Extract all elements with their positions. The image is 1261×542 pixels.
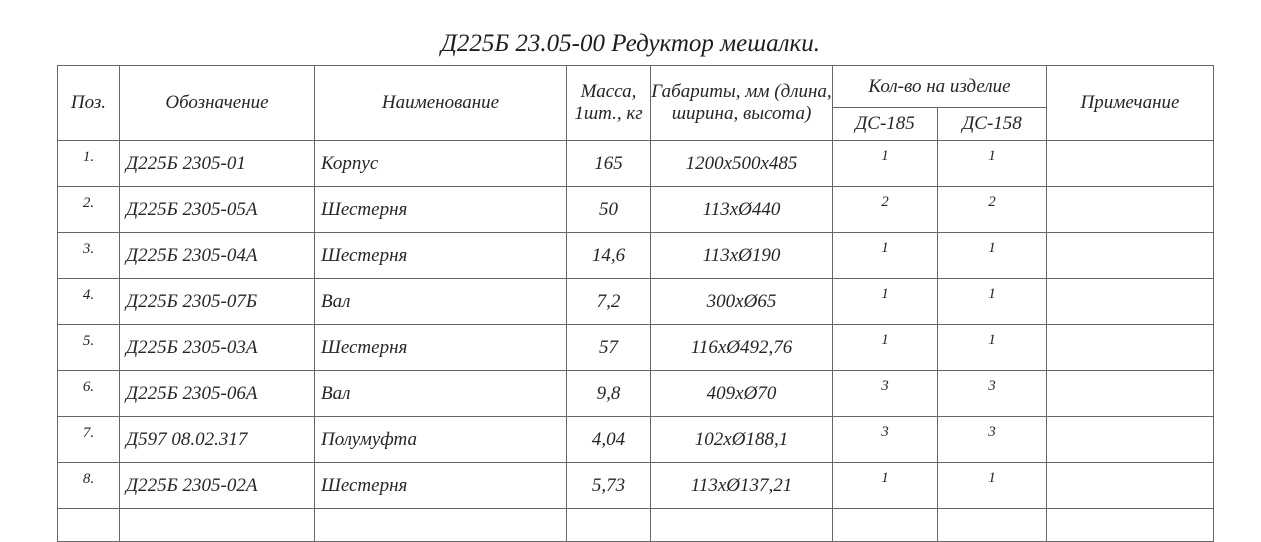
cell-note: [1047, 325, 1214, 371]
cell-mass: 14,6: [567, 233, 651, 279]
header-designation: Обозначение: [120, 66, 315, 141]
table-row-empty: [58, 509, 1214, 542]
cell-qty-ds185: 2: [833, 187, 938, 233]
cell-name: Шестерня: [315, 463, 567, 509]
cell-designation: Д597 08.02.317: [120, 417, 315, 463]
cell-dimensions: 116хØ492,76: [651, 325, 833, 371]
cell-qty-ds158: 1: [938, 141, 1047, 187]
header-dimensions: Габариты, мм (длина, ширина, высота): [651, 66, 833, 141]
cell-pos: 8.: [58, 463, 120, 509]
cell-name: Шестерня: [315, 325, 567, 371]
cell-designation: Д225Б 2305-06А: [120, 371, 315, 417]
cell-dimensions: 113хØ440: [651, 187, 833, 233]
cell-empty: [120, 509, 315, 542]
cell-mass: 57: [567, 325, 651, 371]
cell-mass: 165: [567, 141, 651, 187]
cell-empty: [651, 509, 833, 542]
cell-qty-ds158: 3: [938, 371, 1047, 417]
cell-mass: 5,73: [567, 463, 651, 509]
cell-empty: [833, 509, 938, 542]
header-name: Наименование: [315, 66, 567, 141]
cell-qty-ds158: 1: [938, 279, 1047, 325]
header-mass: Масса, 1шт., кг: [567, 66, 651, 141]
cell-qty-ds158: 2: [938, 187, 1047, 233]
cell-empty: [58, 509, 120, 542]
cell-pos: 2.: [58, 187, 120, 233]
cell-name: Полумуфта: [315, 417, 567, 463]
cell-dimensions: 102хØ188,1: [651, 417, 833, 463]
cell-note: [1047, 371, 1214, 417]
cell-pos: 6.: [58, 371, 120, 417]
cell-name: Шестерня: [315, 187, 567, 233]
header-qty-ds158: ДС-158: [938, 108, 1047, 141]
cell-designation: Д225Б 2305-03А: [120, 325, 315, 371]
cell-qty-ds185: 1: [833, 279, 938, 325]
cell-qty-ds185: 1: [833, 141, 938, 187]
table-row: [58, 417, 1214, 463]
cell-pos: 1.: [58, 141, 120, 187]
cell-mass: 7,2: [567, 279, 651, 325]
table-row: [58, 371, 1214, 417]
table-row: [58, 141, 1214, 187]
cell-dimensions: 113хØ137,21: [651, 463, 833, 509]
cell-name: Шестерня: [315, 233, 567, 279]
cell-empty: [1047, 509, 1214, 542]
cell-designation: Д225Б 2305-01: [120, 141, 315, 187]
cell-designation: Д225Б 2305-05А: [120, 187, 315, 233]
cell-qty-ds158: 1: [938, 325, 1047, 371]
cell-mass: 4,04: [567, 417, 651, 463]
table-row: [58, 463, 1214, 509]
cell-designation: Д225Б 2305-07Б: [120, 279, 315, 325]
header-pos: Поз.: [58, 66, 120, 141]
cell-dimensions: 409хØ70: [651, 371, 833, 417]
cell-qty-ds185: 1: [833, 463, 938, 509]
cell-note: [1047, 141, 1214, 187]
cell-empty: [567, 509, 651, 542]
table-row: [58, 325, 1214, 371]
cell-designation: Д225Б 2305-02А: [120, 463, 315, 509]
cell-qty-ds158: 1: [938, 463, 1047, 509]
cell-note: [1047, 463, 1214, 509]
header-qty-group: Кол-во на изделие: [833, 66, 1047, 108]
cell-note: [1047, 187, 1214, 233]
cell-qty-ds185: 3: [833, 417, 938, 463]
header-note: Примечание: [1047, 66, 1214, 141]
cell-name: Вал: [315, 371, 567, 417]
parts-table: [57, 65, 1214, 542]
cell-qty-ds185: 1: [833, 325, 938, 371]
cell-dimensions: 113хØ190: [651, 233, 833, 279]
cell-designation: Д225Б 2305-04А: [120, 233, 315, 279]
cell-empty: [938, 509, 1047, 542]
cell-mass: 50: [567, 187, 651, 233]
cell-qty-ds158: 1: [938, 233, 1047, 279]
cell-name: Вал: [315, 279, 567, 325]
cell-pos: 7.: [58, 417, 120, 463]
cell-qty-ds185: 3: [833, 371, 938, 417]
cell-note: [1047, 233, 1214, 279]
table-row: [58, 187, 1214, 233]
cell-mass: 9,8: [567, 371, 651, 417]
cell-note: [1047, 279, 1214, 325]
cell-qty-ds158: 3: [938, 417, 1047, 463]
header-qty-ds185: ДС-185: [833, 108, 938, 141]
cell-pos: 3.: [58, 233, 120, 279]
cell-pos: 4.: [58, 279, 120, 325]
cell-qty-ds185: 1: [833, 233, 938, 279]
header-row: [58, 66, 1214, 108]
table-row: [58, 233, 1214, 279]
cell-note: [1047, 417, 1214, 463]
document-title: Д225Б 23.05-00 Редуктор мешалки.: [441, 30, 820, 57]
cell-empty: [315, 509, 567, 542]
table-row: [58, 279, 1214, 325]
cell-name: Корпус: [315, 141, 567, 187]
cell-pos: 5.: [58, 325, 120, 371]
cell-dimensions: 300хØ65: [651, 279, 833, 325]
cell-dimensions: 1200х500х485: [651, 141, 833, 187]
